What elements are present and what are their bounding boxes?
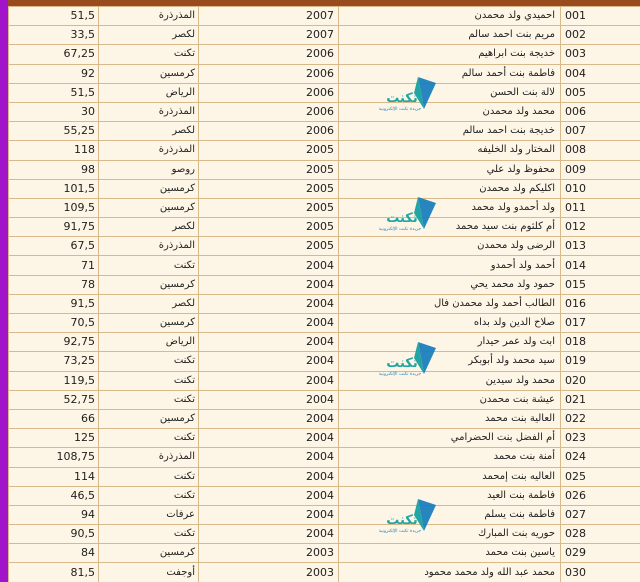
- student-name-cell: أم الفضل بنت الحضرامي: [339, 429, 561, 448]
- student-name-cell: الرضى ولد محمدن: [339, 237, 561, 256]
- left-accent-bar: [0, 0, 8, 582]
- city-cell: كرمسين: [99, 409, 199, 428]
- birth-year-cell: 2004: [199, 294, 339, 313]
- birth-year-cell: 2004: [199, 448, 339, 467]
- birth-year-cell: 2006: [199, 102, 339, 121]
- birth-year-cell: 2006: [199, 45, 339, 64]
- score-cell: 119,5: [9, 371, 99, 390]
- watermark-text: تكنت: [386, 356, 418, 371]
- score-cell: 90,5: [9, 525, 99, 544]
- score-cell: 71: [9, 256, 99, 275]
- student-name-cell: عيشة بنت محمدن: [339, 390, 561, 409]
- city-cell: تكنت: [99, 256, 199, 275]
- table-row: [9, 371, 640, 390]
- table-row: [9, 122, 640, 141]
- table-row: [9, 7, 640, 26]
- student-name-cell: مريم بنت احمد سالم: [339, 26, 561, 45]
- table-row: [9, 141, 640, 160]
- table-row: [9, 237, 640, 256]
- city-cell: تكنت: [99, 390, 199, 409]
- student-number-cell: 002: [561, 26, 640, 45]
- student-number-cell: 003: [561, 45, 640, 64]
- city-cell: لكصر: [99, 122, 199, 141]
- student-number-cell: 014: [561, 256, 640, 275]
- birth-year-cell: 2004: [199, 256, 339, 275]
- birth-year-cell: 2004: [199, 390, 339, 409]
- city-cell: المذرذرة: [99, 237, 199, 256]
- student-number-cell: 030: [561, 563, 640, 582]
- student-name-cell: احميدي ولد محمدن: [339, 7, 561, 26]
- table-row: [9, 314, 640, 333]
- table-row: [9, 218, 640, 237]
- student-name-cell: أم كلثوم بنت سيد محمد: [339, 218, 561, 237]
- student-number-cell: 025: [561, 467, 640, 486]
- birth-year-cell: 2007: [199, 26, 339, 45]
- score-cell: 84: [9, 544, 99, 563]
- table-row: [9, 256, 640, 275]
- watermark-tagline: جريدة تكنت الإلكترونية: [378, 227, 422, 232]
- city-cell: روصو: [99, 160, 199, 179]
- score-cell: 30: [9, 102, 99, 121]
- city-cell: الرياض: [99, 333, 199, 352]
- score-cell: 73,25: [9, 352, 99, 371]
- birth-year-cell: 2005: [199, 198, 339, 217]
- score-cell: 91,75: [9, 218, 99, 237]
- student-name-cell: اكليكم ولد محمدن: [339, 179, 561, 198]
- student-number-cell: 012: [561, 218, 640, 237]
- table-row: [9, 198, 640, 217]
- birth-year-cell: 2004: [199, 371, 339, 390]
- student-name-cell: ولد أحمدو ولد محمد: [339, 198, 561, 217]
- score-cell: 51,5: [9, 83, 99, 102]
- score-cell: 67,5: [9, 237, 99, 256]
- birth-year-cell: 2004: [199, 429, 339, 448]
- score-cell: 109,5: [9, 198, 99, 217]
- city-cell: عرفات: [99, 505, 199, 524]
- city-cell: الرياض: [99, 83, 199, 102]
- table-row: [9, 160, 640, 179]
- birth-year-cell: 2003: [199, 563, 339, 582]
- table-row: [9, 102, 640, 121]
- city-cell: المذرذرة: [99, 141, 199, 160]
- table-row: [9, 525, 640, 544]
- city-cell: كرمسين: [99, 64, 199, 83]
- student-name-cell: خديجة بنت ابراهيم: [339, 45, 561, 64]
- student-name-cell: المختار ولد الخليفه: [339, 141, 561, 160]
- score-cell: 33,5: [9, 26, 99, 45]
- table-row: [9, 352, 640, 371]
- birth-year-cell: 2003: [199, 544, 339, 563]
- score-cell: 98: [9, 160, 99, 179]
- birth-year-cell: 2005: [199, 179, 339, 198]
- results-table-container[interactable]: [8, 6, 640, 582]
- table-row: [9, 333, 640, 352]
- watermark-tagline: جريدة تكنت الإلكترونية: [378, 529, 422, 534]
- score-cell: 91,5: [9, 294, 99, 313]
- score-cell: 51,5: [9, 7, 99, 26]
- score-cell: 108,75: [9, 448, 99, 467]
- birth-year-cell: 2006: [199, 122, 339, 141]
- score-cell: 67,25: [9, 45, 99, 64]
- student-number-cell: 028: [561, 525, 640, 544]
- birth-year-cell: 2004: [199, 505, 339, 524]
- score-cell: 78: [9, 275, 99, 294]
- city-cell: كرمسين: [99, 544, 199, 563]
- student-number-cell: 021: [561, 390, 640, 409]
- student-number-cell: 026: [561, 486, 640, 505]
- city-cell: تكنت: [99, 371, 199, 390]
- score-cell: 125: [9, 429, 99, 448]
- city-cell: كرمسين: [99, 314, 199, 333]
- city-cell: لكصر: [99, 218, 199, 237]
- watermark-logo: [378, 497, 438, 537]
- table-row: [9, 64, 640, 83]
- birth-year-cell: 2005: [199, 141, 339, 160]
- student-name-cell: العالية بنت محمد: [339, 409, 561, 428]
- table-row: [9, 83, 640, 102]
- student-number-cell: 029: [561, 544, 640, 563]
- score-cell: 46,5: [9, 486, 99, 505]
- birth-year-cell: 2004: [199, 467, 339, 486]
- birth-year-cell: 2004: [199, 352, 339, 371]
- score-cell: 66: [9, 409, 99, 428]
- score-cell: 81,5: [9, 563, 99, 582]
- student-number-cell: 009: [561, 160, 640, 179]
- score-cell: 114: [9, 467, 99, 486]
- table-row: [9, 448, 640, 467]
- student-name-cell: ياسين بنت محمد: [339, 544, 561, 563]
- watermark-tagline: جريدة تكنت الإلكترونية: [378, 107, 422, 112]
- table-row: [9, 294, 640, 313]
- student-name-cell: فاطمة بنت العيد: [339, 486, 561, 505]
- student-name-cell: سيد محمد ولد أبوبكر: [339, 352, 561, 371]
- table-row: [9, 467, 640, 486]
- score-cell: 101,5: [9, 179, 99, 198]
- score-cell: 52,75: [9, 390, 99, 409]
- table-row: [9, 544, 640, 563]
- watermark-text: تكنت: [386, 211, 418, 226]
- table-row: [9, 275, 640, 294]
- student-name-cell: خديجة بنت احمد سالم: [339, 122, 561, 141]
- score-cell: 94: [9, 505, 99, 524]
- watermark-text: تكنت: [386, 513, 418, 528]
- student-number-cell: 016: [561, 294, 640, 313]
- student-name-cell: حمود ولد محمد يحي: [339, 275, 561, 294]
- student-name-cell: أمنة بنت محمد: [339, 448, 561, 467]
- city-cell: كرمسين: [99, 198, 199, 217]
- birth-year-cell: 2004: [199, 525, 339, 544]
- student-number-cell: 018: [561, 333, 640, 352]
- score-cell: 118: [9, 141, 99, 160]
- watermark-logo: [378, 340, 438, 380]
- student-number-cell: 015: [561, 275, 640, 294]
- city-cell: المذرذرة: [99, 7, 199, 26]
- table-row: [9, 505, 640, 524]
- student-number-cell: 019: [561, 352, 640, 371]
- birth-year-cell: 2005: [199, 160, 339, 179]
- student-name-cell: ابت ولد عمر حيدار: [339, 333, 561, 352]
- city-cell: تكنت: [99, 352, 199, 371]
- table-row: [9, 390, 640, 409]
- student-number-cell: 005: [561, 83, 640, 102]
- city-cell: المذرذرة: [99, 448, 199, 467]
- city-cell: تكنت: [99, 525, 199, 544]
- score-cell: 92,75: [9, 333, 99, 352]
- city-cell: كرمسين: [99, 179, 199, 198]
- city-cell: المذرذرة: [99, 102, 199, 121]
- table-row: [9, 429, 640, 448]
- birth-year-cell: 2004: [199, 333, 339, 352]
- city-cell: تكنت: [99, 486, 199, 505]
- student-number-cell: 011: [561, 198, 640, 217]
- student-name-cell: أحمد ولد أحمدو: [339, 256, 561, 275]
- student-name-cell: العاليه بنت إمحمد: [339, 467, 561, 486]
- table-row: [9, 179, 640, 198]
- student-number-cell: 008: [561, 141, 640, 160]
- student-name-cell: محمد عبد الله ولد محمد محمود: [339, 563, 561, 582]
- student-number-cell: 024: [561, 448, 640, 467]
- student-number-cell: 006: [561, 102, 640, 121]
- birth-year-cell: 2006: [199, 64, 339, 83]
- birth-year-cell: 2004: [199, 275, 339, 294]
- birth-year-cell: 2005: [199, 237, 339, 256]
- birth-year-cell: 2004: [199, 314, 339, 333]
- student-name-cell: حوريه بنت المبارك: [339, 525, 561, 544]
- student-name-cell: فاطمة بنت يسلم: [339, 505, 561, 524]
- student-number-cell: 013: [561, 237, 640, 256]
- table-row: [9, 45, 640, 64]
- student-name-cell: لالة بنت الحسن: [339, 83, 561, 102]
- score-cell: 70,5: [9, 314, 99, 333]
- city-cell: أوجفت: [99, 563, 199, 582]
- table-row: [9, 26, 640, 45]
- student-number-cell: 001: [561, 7, 640, 26]
- student-name-cell: محمد ولد سيدين: [339, 371, 561, 390]
- birth-year-cell: 2004: [199, 409, 339, 428]
- watermark-logo: [378, 75, 438, 115]
- birth-year-cell: 2007: [199, 7, 339, 26]
- student-number-cell: 027: [561, 505, 640, 524]
- table-row: [9, 563, 640, 582]
- student-number-cell: 004: [561, 64, 640, 83]
- city-cell: لكصر: [99, 294, 199, 313]
- table-row: [9, 409, 640, 428]
- birth-year-cell: 2004: [199, 486, 339, 505]
- birth-year-cell: 2005: [199, 218, 339, 237]
- city-cell: تكنت: [99, 467, 199, 486]
- student-name-cell: صلاح الدين ولد بداه: [339, 314, 561, 333]
- birth-year-cell: 2006: [199, 83, 339, 102]
- student-number-cell: 023: [561, 429, 640, 448]
- watermark-tagline: جريدة تكنت الإلكترونية: [378, 372, 422, 377]
- score-cell: 92: [9, 64, 99, 83]
- student-number-cell: 010: [561, 179, 640, 198]
- table-row: [9, 486, 640, 505]
- watermark-text: تكنت: [386, 91, 418, 106]
- student-name-cell: فاطمة بنت أحمد سالم: [339, 64, 561, 83]
- student-number-cell: 007: [561, 122, 640, 141]
- student-number-cell: 020: [561, 371, 640, 390]
- student-number-cell: 017: [561, 314, 640, 333]
- student-name-cell: الطالب أحمد ولد محمدن فال: [339, 294, 561, 313]
- watermark-logo: [378, 195, 438, 235]
- city-cell: تكنت: [99, 429, 199, 448]
- city-cell: كرمسين: [99, 275, 199, 294]
- student-name-cell: محفوظ ولد علي: [339, 160, 561, 179]
- results-table: [8, 6, 640, 582]
- score-cell: 55,25: [9, 122, 99, 141]
- city-cell: لكصر: [99, 26, 199, 45]
- city-cell: تكنت: [99, 45, 199, 64]
- student-name-cell: محمد ولد محمدن: [339, 102, 561, 121]
- student-number-cell: 022: [561, 409, 640, 428]
